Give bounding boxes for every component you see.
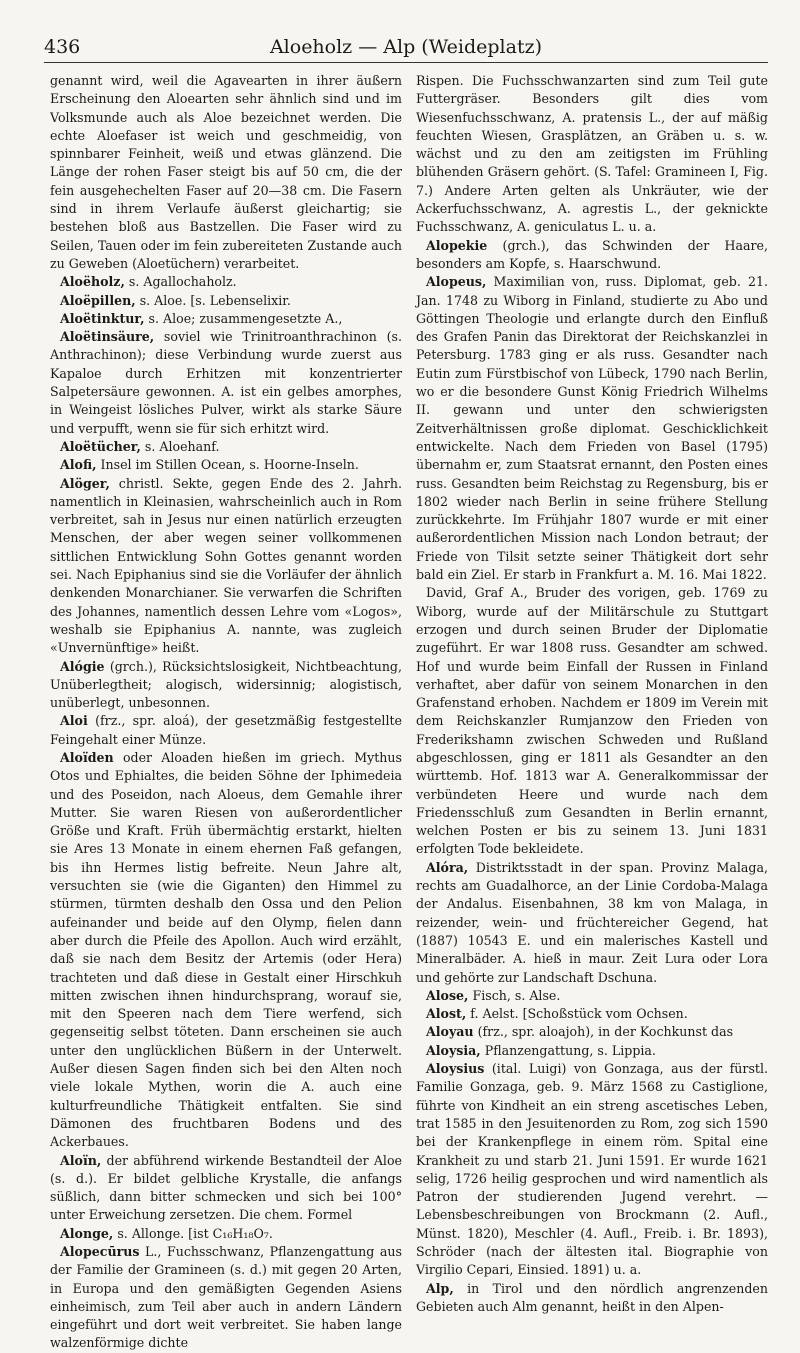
entry	[416, 1005, 768, 1023]
entry	[50, 273, 402, 291]
left-column	[50, 72, 402, 1351]
entry-text: (grch.), Rücksichtslosigkeit, Nichtbeachtung, Unüberlegtheit; alogisch, widersinnig; alogistisch, unüberlegt, unbesonnen.	[50, 658, 402, 711]
headword: Alopecūrus	[60, 1244, 140, 1259]
entry	[50, 1225, 402, 1243]
entry-text: (ital. Luigi) von Gonzaga, aus der fürstl. Familie Gonzaga, geb. 9. März 1568 zu Castiglione, führte von Kindheit an ein streng ascetisches Leben, trat 1585 in den Jesuitenorden zu Rom, zog sich 1590 bei der Krankenpflege in einem röm. Spital eine Krankheit zu und starb 21. Juni 1591. Er wurde 1621 selig, 1726 heilig gesprochen und wird namentlich als Patron der studierenden Jugend verehrt. — Lebensbeschreibungen von Brockmann (2. Aufl., Münst. 1820), Meschler (4. Aufl., Freib. i. Br. 1893), Schröder (nach der ältesten ital. Biographie von Virgilio Cepari, Einsied. 1891) u. a.	[416, 1061, 768, 1278]
entry-text: (frz., spr. aloajoh), in der Kochkunst das	[477, 1024, 734, 1040]
entry	[416, 237, 768, 274]
entry-text: genannt wird, weil die Agavearten in ihrer äußern Erscheinung den Aloearten sehr ähnlich sind und im Volksmunde auch als Aloe bezeichnet werden. Die echte Aloefaser ist weich und geschmeidig, von spinnbarer Feinheit, weiß und etwas glänzend. Die Länge der rohen Faser steigt bis auf 50 cm, die der fein ausgehechelten Faser auf 20—38 cm. Die Fasern sind in ihrem Verlaufe äußerst gleichartig; sie bestehen bloß aus Bastzellen. Die Faser wird zu Seilen, Tauen oder im fein zubereiteten Zustande auch zu Geweben (Aloetüchern) verarbeitet.	[50, 73, 402, 271]
entry-text: s. Aloehanf.	[144, 438, 220, 454]
entry	[50, 1152, 402, 1225]
entry-text: David, Graf A., Bruder des vorigen, geb. 1769 zu Wiborg, wurde auf der Militärschule zu Stuttgart erzogen und durch seinen Bruder der Diplomatie zugeführt. Er war 1808 russ. Gesandter am schwed. Hof und wurde beim Einfall der Russen in Finland verhaftet, aber dafür von seinem Monarchen in den Grafenstand erhoben. Nachdem er 1809 im Verein mit dem Reichskanzler Rumjanzow den Frieden von Frederikshamn zwischen Schweden und Rußland abgeschlossen, ging er 1811 als Gesandter an den württemb. Hof. 1813 war A. Generalkommissar der verbündeten Heere und wurde nach dem Friedensschluß zum Gesandten in Berlin ernannt, welchen Posten er bis zu seinem 13. Juni 1831 erfolgten Tode bekleidete.	[416, 585, 768, 857]
entry	[50, 310, 402, 328]
headword: Aloïn,	[60, 1152, 102, 1168]
headword: Alopekie	[426, 237, 488, 253]
headword: Aloyau	[426, 1024, 474, 1040]
entry-text: (grch.), das Schwinden der Haare, besonders am Kopfe, s. Haarschwund.	[416, 237, 768, 271]
entry-text: Distriktsstadt in der span. Provinz Malaga, rechts am Guadalhorce, an der Linie Cordoba-Malaga der Andalus. Eisenbahnen, 38 km von Malaga, in reizender, wein- und früchtereicher Gegend, hat (1887) 10543 E. und ein malerisches Kastell und Mineralbäder. A. hieß in maur. Zeit Lura oder Lora und gehörte zur Landschaft Dschuna.	[416, 859, 768, 985]
entry-text: christl. Sekte, gegen Ende des 2. Jahrh. namentlich in Kleinasien, wahrscheinlich auch in Rom verbreitet, sah in Jesus nur einen natürlich erzeugten Menschen, der aber wegen seiner vollkommenen sittlichen Entwicklung Sohn Gottes genannt worden sei. Nach Epiphanius sind sie die Vorläufer der ähnlich denkenden Monarchianer. Sie verwarfen die Schriften des Johannes, namentlich dessen Lehre vom «Logos», weshalb sie Epiphanius A. nannte, was zugleich «Unvernünftige» heißt.	[50, 475, 402, 656]
entry	[416, 273, 768, 584]
entry	[50, 72, 402, 273]
entry-text: Pflanzengattung, s. Lippia.	[484, 1042, 656, 1058]
entry	[50, 1243, 402, 1353]
entry	[50, 712, 402, 749]
entry-text: s. Allonge. [ist C₁₆H₁₈O₇.	[117, 1225, 273, 1241]
entry-text: Rispen. Die Fuchsschwanzarten sind zum Teil gute Futtergräser. Besonders gilt dies vom Wiesenfuchsschwanz, A. pratensis L., der auf mäßig feuchten Wiesen, Grasplätzen, an Gräben u. s. w. wächst und zu den am zeitigsten im Frühling blühenden Gräsern gehört. (S. Tafel: Gramineen I, Fig. 7.) Andere Arten gelten als Unkräuter, wie der Ackerfuchsschwanz, A. agrestis L., der geknickte Fuchsschwanz, A. geniculatus L. u. a.	[416, 73, 768, 235]
headword: Alöger,	[60, 475, 110, 491]
running-head: Aloeholz — Alp (Weideplatz)	[269, 36, 543, 58]
headword: Alost,	[426, 1006, 467, 1022]
headword: Aloysia,	[426, 1042, 481, 1058]
entry	[50, 292, 402, 310]
entry-text: Maximilian von, russ. Diplomat, geb. 21. Jan. 1748 zu Wiborg in Finland, studierte zu Abo und Göttingen Theologie und erlangte durch den Einfluß des Grafen Panin das Direktorat der Reichskanzlei in Petersburg. 1783 ging er als russ. Gesandter nach Eutin zum Fürstbischof von Lübeck, 1790 nach Berlin, wo er die besondere Gunst König Friedrich Wilhelms II. gewann und unter den schwierigsten Zeitverhältnissen große diplomat. Geschicklichkeit entwickelte. Nach dem Frieden von Basel (1795) übernahm er, zum Staatsrat ernannt, den Posten eines russ. Gesandten beim Reichstag zu Regensburg, bis er 1802 wieder nach Berlin in seine frühere Stellung zurückkehrte. Im Frühjahr 1807 wurde er mit einer außerordentlichen Mission nach London betraut; der Friede von Tilsit setzte seiner Thätigkeit dort sehr bald ein Ziel. Er starb in Frankfurt a. M. 16. Mai 1822.	[416, 274, 768, 583]
entry-text: f. Aelst. [Schoßstück vom Ochsen.	[470, 1006, 688, 1022]
headword: Alp,	[426, 1280, 454, 1296]
entry	[50, 328, 402, 438]
entry	[50, 456, 402, 474]
entry	[50, 475, 402, 658]
headword: Alose,	[426, 987, 469, 1003]
entry-text: Insel im Stillen Ocean, s. Hoorne-Inseln.	[100, 457, 359, 473]
headword: Aloëtinsäure,	[60, 329, 155, 345]
entry	[416, 584, 768, 858]
headword: Alonge,	[60, 1225, 114, 1241]
headword: Aloëtücher,	[60, 438, 141, 454]
entry	[416, 987, 768, 1005]
entry-text: der abführend wirkende Bestandteil der Aloe (s. d.). Er bildet gelbliche Krystalle, die anfangs süßlich, dann bitter schmecken und sich bei 100° unter Erweichung zersetzen. Die chem. Formel	[50, 1152, 402, 1223]
right-column	[416, 72, 768, 1314]
entry-text: s. Aloe; zusammengesetzte A.,	[148, 310, 343, 326]
entry	[416, 1280, 768, 1317]
entry	[50, 749, 402, 1152]
headword: Alógie	[60, 658, 105, 674]
entry-text: soviel wie Trinitroanthrachinon (s. Anthrachinon); diese Verbindung wurde zuerst aus Kapaloe durch Erhitzen mit konzentrierter Salpetersäure gewonnen. A. ist ein gelbes amorphes, in Weingeist lösliches Pulver, wirkt als starke Säure und verpufft, wenn sie für sich erhitzt wird.	[50, 329, 402, 436]
entry-text: in Tirol und den nördlich angrenzenden Gebieten auch Alm genannt, heißt in den Alpen-	[416, 1280, 768, 1314]
entry	[50, 438, 402, 456]
entry	[416, 859, 768, 987]
entry	[416, 72, 768, 237]
headword: Aloëholz,	[60, 274, 125, 290]
page-header	[44, 36, 768, 63]
entry-text: (frz., spr. aloá), der gesetzmäßig festgestellte Feingehalt einer Münze.	[50, 713, 402, 747]
entry-text: Fisch, s. Alse.	[472, 987, 561, 1003]
entry-text: L., Fuchsschwanz, Pflanzengattung aus der Familie der Gramineen (s. d.) mit gegen 20 Arten, in Europa und den gemäßigten Gegenden Asiens einheimisch, zum Teil aber auch in andern Ländern eingeführt und dort weit verbreitet. Sie haben lange walzenförmige dichte	[50, 1244, 402, 1351]
entry	[416, 1042, 768, 1060]
headword: Aloëtinktur,	[60, 310, 145, 326]
headword: Alóra,	[426, 859, 469, 875]
entry-text: s. Agallochaholz.	[128, 274, 237, 290]
entry	[416, 1023, 768, 1041]
entry-text: s. Aloe. [s. Lebenselixir.	[139, 292, 291, 308]
entry-text: oder Aloaden hießen im griech. Mythus Otos und Ephialtes, die beiden Söhne der Iphimedeia und des Poseidon, nach Aloeus, dem Gemahle ihrer Mutter. Sie waren Riesen von außerordentlicher Größe und Kraft. Früh übermächtig erstarkt, hielten sie Ares 13 Monate in einem ehernen Faß gefangen, bis ihn Hermes listig befreite. Neun Jahre alt, versuchten sie (wie die Giganten) den Himmel zu stürmen, türmten deshalb den Ossa und den Pelion aufeinander und beide auf den Olymp, fielen dann aber durch die Pfeile des Apollon. Auch wird erzählt, daß sie nach dem Besitz der Artemis (oder Hera) trachteten und daß diese in Gestalt einer Hirschkuh mitten zwischen ihnen hindurchsprang, worauf sie, mit den Speeren nach dem Tiere werfend, sich gegenseitig selbst töteten. Dann erscheinen sie auch unter den unglücklichen Büßern in der Unterwelt. Außer diesen Sagen finden sich bei den Alten noch viele lokale Mythen, worin die A. auch eine kulturfreundliche Thätigkeit entfalten. Sie sind Dämonen des fruchtbaren Bodens und des Ackerbaues.	[50, 749, 402, 1150]
page-number: 436	[44, 36, 81, 58]
headword: Alopeus,	[426, 274, 487, 290]
entry	[50, 658, 402, 713]
headword: Aloëpillen,	[60, 292, 136, 308]
headword: Aloi	[60, 713, 88, 729]
entry	[416, 1060, 768, 1280]
headword: Aloïden	[60, 749, 114, 765]
headword: Aloysius	[426, 1061, 485, 1077]
headword: Alofi,	[60, 457, 97, 473]
